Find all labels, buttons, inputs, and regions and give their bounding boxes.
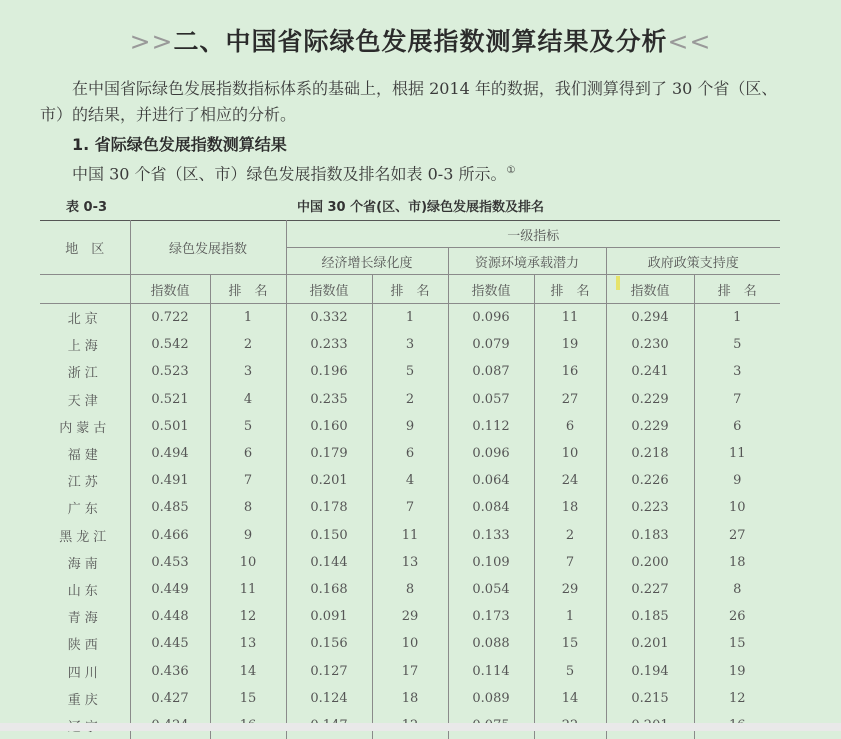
- value-cell: 0.453: [130, 549, 210, 576]
- value-cell: 0.173: [448, 603, 534, 630]
- table-row: [40, 657, 780, 684]
- value-cell: 0.201: [606, 630, 694, 657]
- table-row: [40, 467, 780, 494]
- rank-cell: 13: [210, 630, 286, 657]
- value-cell: 0.226: [606, 467, 694, 494]
- region-cell: 北京: [40, 304, 130, 332]
- rank-cell: 10: [694, 494, 780, 521]
- col-header-rank: 排 名: [210, 275, 286, 304]
- rank-cell: 8: [210, 494, 286, 521]
- value-cell: 0.179: [286, 440, 372, 467]
- value-cell: 0.448: [130, 603, 210, 630]
- rank-cell: 15: [534, 630, 606, 657]
- rank-cell: 12: [694, 685, 780, 712]
- value-cell: 0.229: [606, 386, 694, 413]
- value-cell: 0.201: [286, 467, 372, 494]
- table-row: [40, 440, 780, 467]
- rank-cell: 16: [534, 358, 606, 385]
- rank-cell: 10: [534, 440, 606, 467]
- value-cell: 0.449: [130, 576, 210, 603]
- rank-cell: 17: [372, 657, 448, 684]
- rank-cell: 27: [694, 522, 780, 549]
- rank-cell: 29: [372, 603, 448, 630]
- col-header-value: 指数值: [130, 275, 210, 304]
- value-cell: 0.124: [286, 685, 372, 712]
- table-row: [40, 549, 780, 576]
- rank-cell: 15: [694, 630, 780, 657]
- table-row: [40, 603, 780, 630]
- value-cell: 0.112: [448, 413, 534, 440]
- value-cell: 0.168: [286, 576, 372, 603]
- table-row: [40, 494, 780, 521]
- value-cell: 0.227: [606, 576, 694, 603]
- value-cell: 0.114: [448, 657, 534, 684]
- header-region-spacer: [40, 275, 130, 304]
- intro-paragraph: 在中国省际绿色发展指数指标体系的基础上，根据 2014 年的数据，我们测算得到了 30 个省（区、市）的结果，并进行了相应的分析。: [40, 76, 790, 128]
- rank-cell: 8: [694, 576, 780, 603]
- value-cell: 0.196: [286, 358, 372, 385]
- table-number: 表 0-3: [66, 196, 107, 215]
- value-cell: 0.494: [130, 440, 210, 467]
- highlight-marker: [616, 276, 620, 290]
- value-cell: 0.427: [130, 685, 210, 712]
- rank-cell: 14: [210, 657, 286, 684]
- table-reference-paragraph: [72, 158, 772, 187]
- region-cell: 陕西: [40, 630, 130, 657]
- rank-cell: 7: [372, 494, 448, 521]
- table-row: [40, 413, 780, 440]
- rank-cell: 5: [694, 331, 780, 358]
- value-cell: 0.089: [448, 685, 534, 712]
- value-cell: 0.485: [130, 494, 210, 521]
- rank-cell: 6: [534, 413, 606, 440]
- value-cell: 0.079: [448, 331, 534, 358]
- value-cell: 0.501: [130, 413, 210, 440]
- rank-cell: 7: [694, 386, 780, 413]
- rank-cell: 10: [210, 549, 286, 576]
- rank-cell: 1: [534, 603, 606, 630]
- rank-cell: 2: [210, 331, 286, 358]
- rank-cell: 8: [372, 576, 448, 603]
- value-cell: 0.223: [606, 494, 694, 521]
- value-cell: 0.194: [606, 657, 694, 684]
- col-header-value: 指数值: [606, 275, 694, 304]
- rank-cell: 19: [694, 657, 780, 684]
- table-reference-text: 中国 30 个省（区、市）绿色发展指数及排名如表 0-3 所示。: [72, 164, 506, 183]
- region-cell: 浙江: [40, 358, 130, 385]
- section-heading: [0, 22, 841, 58]
- value-cell: 0.178: [286, 494, 372, 521]
- table-row: [40, 331, 780, 358]
- header-gdi: 绿色发展指数: [130, 221, 286, 275]
- value-cell: 0.150: [286, 522, 372, 549]
- table-row: [40, 386, 780, 413]
- value-cell: 0.542: [130, 331, 210, 358]
- rank-cell: 4: [372, 467, 448, 494]
- subsection-heading: 1. 省际绿色发展指数测算结果: [72, 132, 287, 155]
- region-cell: 天津: [40, 386, 130, 413]
- region-cell: 黑龙江: [40, 522, 130, 549]
- rank-cell: 18: [694, 549, 780, 576]
- rank-cell: 3: [210, 358, 286, 385]
- col-header-rank: 排 名: [694, 275, 780, 304]
- table-row: [40, 522, 780, 549]
- rank-cell: 6: [372, 440, 448, 467]
- heading-right-arrows: <<: [668, 27, 712, 56]
- rank-cell: 5: [372, 358, 448, 385]
- region-cell: 山东: [40, 576, 130, 603]
- value-cell: 0.144: [286, 549, 372, 576]
- value-cell: 0.230: [606, 331, 694, 358]
- value-cell: 0.436: [130, 657, 210, 684]
- value-cell: 0.722: [130, 304, 210, 332]
- value-cell: 0.235: [286, 386, 372, 413]
- rank-cell: 7: [534, 549, 606, 576]
- value-cell: 0.332: [286, 304, 372, 332]
- table-row: [40, 685, 780, 712]
- rank-cell: 26: [694, 603, 780, 630]
- value-cell: 0.160: [286, 413, 372, 440]
- value-cell: 0.233: [286, 331, 372, 358]
- rank-cell: 3: [694, 358, 780, 385]
- table-row: [40, 630, 780, 657]
- region-cell: 上海: [40, 331, 130, 358]
- value-cell: 0.156: [286, 630, 372, 657]
- value-cell: 0.096: [448, 304, 534, 332]
- col-header-value: 指数值: [286, 275, 372, 304]
- rank-cell: 12: [210, 603, 286, 630]
- table-row: [40, 304, 780, 332]
- value-cell: 0.294: [606, 304, 694, 332]
- header-primary-indicators: 一级指标: [286, 221, 780, 248]
- rank-cell: 4: [210, 386, 286, 413]
- col-header-rank: 排 名: [372, 275, 448, 304]
- region-cell: 广东: [40, 494, 130, 521]
- value-cell: 0.064: [448, 467, 534, 494]
- value-cell: 0.215: [606, 685, 694, 712]
- heading-text: 二、中国省际绿色发展指数测算结果及分析: [173, 27, 667, 56]
- rank-cell: 9: [694, 467, 780, 494]
- rank-cell: 13: [372, 549, 448, 576]
- rank-cell: 14: [534, 685, 606, 712]
- rank-cell: 11: [694, 440, 780, 467]
- value-cell: 0.521: [130, 386, 210, 413]
- rank-cell: 9: [372, 413, 448, 440]
- table-row: [40, 576, 780, 603]
- table-body: [40, 304, 780, 739]
- value-cell: 0.054: [448, 576, 534, 603]
- rank-cell: 15: [210, 685, 286, 712]
- rank-cell: 7: [210, 467, 286, 494]
- value-cell: 0.133: [448, 522, 534, 549]
- col-header-rank: 排 名: [534, 275, 606, 304]
- value-cell: 0.087: [448, 358, 534, 385]
- rank-cell: 5: [534, 657, 606, 684]
- value-cell: 0.200: [606, 549, 694, 576]
- region-cell: 内蒙古: [40, 413, 130, 440]
- rank-cell: 29: [534, 576, 606, 603]
- value-cell: 0.218: [606, 440, 694, 467]
- rank-cell: 9: [210, 522, 286, 549]
- value-cell: 0.185: [606, 603, 694, 630]
- rank-cell: 11: [372, 522, 448, 549]
- heading-left-arrows: >>: [130, 27, 174, 56]
- rank-cell: 11: [210, 576, 286, 603]
- value-cell: 0.241: [606, 358, 694, 385]
- rank-cell: 27: [534, 386, 606, 413]
- region-cell: 青海: [40, 603, 130, 630]
- value-cell: 0.466: [130, 522, 210, 549]
- value-cell: 0.127: [286, 657, 372, 684]
- rank-cell: 1: [372, 304, 448, 332]
- table-title: 中国 30 个省(区、市)绿色发展指数及排名: [0, 196, 841, 215]
- region-cell: 江苏: [40, 467, 130, 494]
- rank-cell: 18: [534, 494, 606, 521]
- rank-cell: 3: [372, 331, 448, 358]
- header-policy-support: 政府政策支持度: [606, 248, 780, 275]
- rank-cell: 24: [534, 467, 606, 494]
- value-cell: 0.088: [448, 630, 534, 657]
- col-header-value: 指数值: [448, 275, 534, 304]
- bottom-bar: [0, 723, 841, 731]
- table-row: [40, 358, 780, 385]
- rank-cell: 1: [210, 304, 286, 332]
- rank-cell: 10: [372, 630, 448, 657]
- value-cell: 0.084: [448, 494, 534, 521]
- rank-cell: 2: [534, 522, 606, 549]
- value-cell: 0.445: [130, 630, 210, 657]
- value-cell: 0.523: [130, 358, 210, 385]
- rank-cell: 11: [534, 304, 606, 332]
- region-cell: 重庆: [40, 685, 130, 712]
- value-cell: 0.057: [448, 386, 534, 413]
- value-cell: 0.229: [606, 413, 694, 440]
- header-region: 地 区: [40, 221, 130, 275]
- rank-cell: 1: [694, 304, 780, 332]
- rank-cell: 19: [534, 331, 606, 358]
- region-cell: 福建: [40, 440, 130, 467]
- footnote-mark: ①: [506, 165, 515, 176]
- value-cell: 0.109: [448, 549, 534, 576]
- value-cell: 0.491: [130, 467, 210, 494]
- value-cell: 0.096: [448, 440, 534, 467]
- rank-cell: 6: [694, 413, 780, 440]
- region-cell: 海南: [40, 549, 130, 576]
- rank-cell: 18: [372, 685, 448, 712]
- value-cell: 0.091: [286, 603, 372, 630]
- rank-cell: 6: [210, 440, 286, 467]
- value-cell: 0.183: [606, 522, 694, 549]
- green-development-table: [40, 220, 780, 739]
- rank-cell: 2: [372, 386, 448, 413]
- header-resource-capacity: 资源环境承载潜力: [448, 248, 606, 275]
- header-econ-green: 经济增长绿化度: [286, 248, 448, 275]
- rank-cell: 5: [210, 413, 286, 440]
- region-cell: 四川: [40, 657, 130, 684]
